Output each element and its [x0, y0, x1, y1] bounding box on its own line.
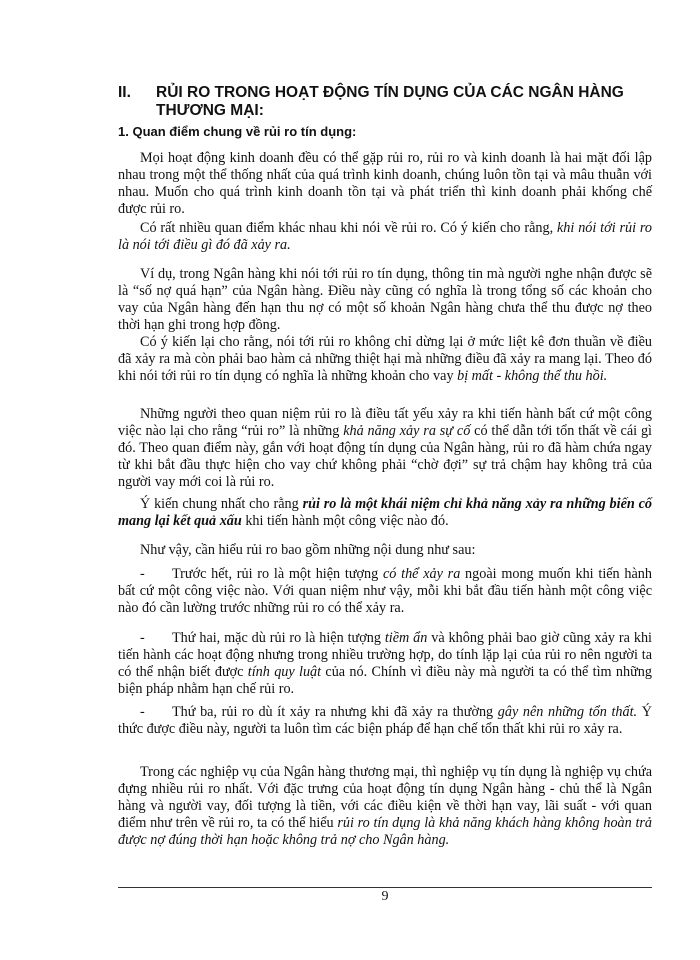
bullet-2-italic-a: tiềm ẩn	[384, 630, 428, 646]
paragraph-5-text-c: có thể dẫn tới tổn thất về cái gì đó. Theo quan điểm này, gắn với hoạt động tín dụng của Ngân hàng, rủi ro đã hàm chứa ngay từ khi bắt đầu thực hiện cho vay chứ không phải “chờ đợi” sự trả chậm hay không trả của người vay mới coi là rủi ro.	[118, 423, 652, 490]
bullet-2-text-c: và không phải bao giờ cũng xảy ra khi tiến hành các hoạt động nhưng trong nhiều trường hợp, do tính lặp lại của rủi ro nên người ta có thể nhận biết được	[118, 630, 652, 680]
paragraph-8-italic: rủi ro tín dụng là khả năng khách hàng không hoàn trả được nợ đúng thời hạn hoặc không trả nợ cho Ngân hàng.	[118, 815, 652, 848]
paragraph-5	[118, 406, 652, 491]
paragraph-1	[118, 150, 652, 218]
paragraph-4-text: Có ý kiến lại cho rằng, nói tới rủi ro không chỉ dừng lại ở mức liệt kê đơn thuần về điều đã xảy ra mà còn phải bao hàm cả những thiệt hại mà những điều đã xảy ra mang lại. Theo đó khi nói tới rủi ro tín dụng có nghĩa là những khoản cho vay	[118, 334, 652, 384]
paragraph-3-text: Ví dụ, trong Ngân hàng khi nói tới rủi ro tín dụng, thông tin mà người nghe nhận được sẽ là “số nợ quá hạn” của Ngân hàng. Điều này cũng có nghĩa là trong tổng số các khoản cho vay của Ngân hàng đến hạn thu nợ có một số khoản Ngân hàng chưa thể thu được nợ theo thời hạn ghi trong hợp đồng.	[118, 266, 652, 333]
paragraph-2-italic: khi nói tới rủi ro là nói tới điều gì đó đã xảy ra.	[118, 220, 652, 253]
bullet-3-italic: gây nên những tổn thất.	[497, 704, 638, 720]
paragraph-4-italic: bị mất - không thể thu hồi.	[457, 368, 608, 384]
bullet-dash-3: -	[140, 704, 145, 720]
paragraph-6-text-c: khi tiến hành một công việc nào đó.	[241, 513, 449, 529]
bullet-dash-2: -	[140, 630, 145, 646]
bullet-item-1	[118, 566, 652, 617]
paragraph-8	[118, 764, 652, 849]
paragraph-5-text-a: Những người theo quan niệm rủi ro là điều tất yếu xảy ra khi tiến hành bất cứ một công việc nào lại cho rằng “rủi ro” là những	[118, 406, 652, 439]
bullet-dash-1: -	[140, 566, 145, 582]
paragraph-4	[118, 334, 652, 385]
page-number: 9	[381, 889, 389, 904]
paragraph-5-italic: khả năng xảy ra sự cố	[343, 423, 471, 439]
subsection-heading: 1. Quan điểm chung về rủi ro tín dụng:	[118, 124, 357, 139]
paragraph-3	[118, 266, 652, 334]
paragraph-7	[118, 542, 652, 559]
section-title: RỦI RO TRONG HOẠT ĐỘNG TÍN DỤNG CỦA CÁC NGÂN HÀNG THƯƠNG MẠI:	[156, 84, 624, 119]
bullet-1-text-a: Trước hết, rủi ro là một hiện tượng	[172, 566, 383, 582]
bullet-1-text-c: ngoài mong muốn khi tiến hành bất cứ một công việc nào. Với quan niệm như vậy, mỗi khi bắt đầu tiến hành một công việc nào đó cần lường trước những rủi ro có thể xảy ra.	[118, 566, 652, 616]
paragraph-8-text: Trong các nghiệp vụ của Ngân hàng thương mại, thì nghiệp vụ tín dụng là nghiệp vụ chứa đựng nhiều rủi ro nhất. Với đặc trưng của hoạt động tín dụng Ngân hàng - chủ thể là Ngân hàng và người vay, đối tượng là tiền, với các điều kiện về thời hạn vay, lãi suất - với quan điểm như trên về rủi ro, ta có thể hiểu	[118, 764, 652, 831]
footer-rule	[118, 887, 652, 888]
bullet-item-3	[118, 704, 652, 738]
bullet-2-text-e: của nó. Chính vì điều này mà người ta có thể tìm những biện pháp nhằm hạn chế rủi ro.	[118, 664, 652, 697]
paragraph-1-text: Mọi hoạt động kinh doanh đều có thể gặp rủi ro, rủi ro và kinh doanh là hai mặt đối lập nhau trong một thể thống nhất của quá trình kinh doanh, chúng luôn tồn tại và mâu thuẫn với nhau. Muốn cho quá trình kinh doanh tồn tại và phát triển thì kinh doanh phải khống chế được rủi ro.	[118, 150, 652, 217]
bullet-3-text-c: Ý thức được điều này, người ta luôn tìm các biện pháp để hạn chế tổn thất khi rủi ro xảy ra.	[118, 704, 652, 737]
paragraph-2	[118, 220, 652, 254]
paragraph-6	[118, 496, 652, 530]
bullet-3-text-a: Thứ ba, rủi ro dù ít xảy ra nhưng khi đã xảy ra thường	[172, 704, 498, 720]
bullet-item-2	[118, 630, 652, 698]
paragraph-6-bold-italic: rủi ro là một khái niệm chỉ khả năng xảy ra những biến cố mang lại kết quả xấu	[118, 496, 652, 529]
bullet-1-italic: có thể xảy ra	[382, 566, 461, 582]
paragraph-7-text: Như vậy, cần hiểu rủi ro bao gồm những nội dung như sau:	[140, 542, 476, 558]
bullet-2-text-a: Thứ hai, mặc dù rủi ro là hiện tượng	[172, 630, 385, 646]
bullet-2-italic-d: tính quy luật	[247, 664, 322, 680]
section-number: II.	[118, 84, 131, 101]
paragraph-2-text: Có rất nhiều quan điểm khác nhau khi nói về rủi ro. Có ý kiến cho rằng,	[140, 220, 557, 236]
paragraph-6-text-a: Ý kiến chung nhất cho rằng	[140, 496, 303, 512]
